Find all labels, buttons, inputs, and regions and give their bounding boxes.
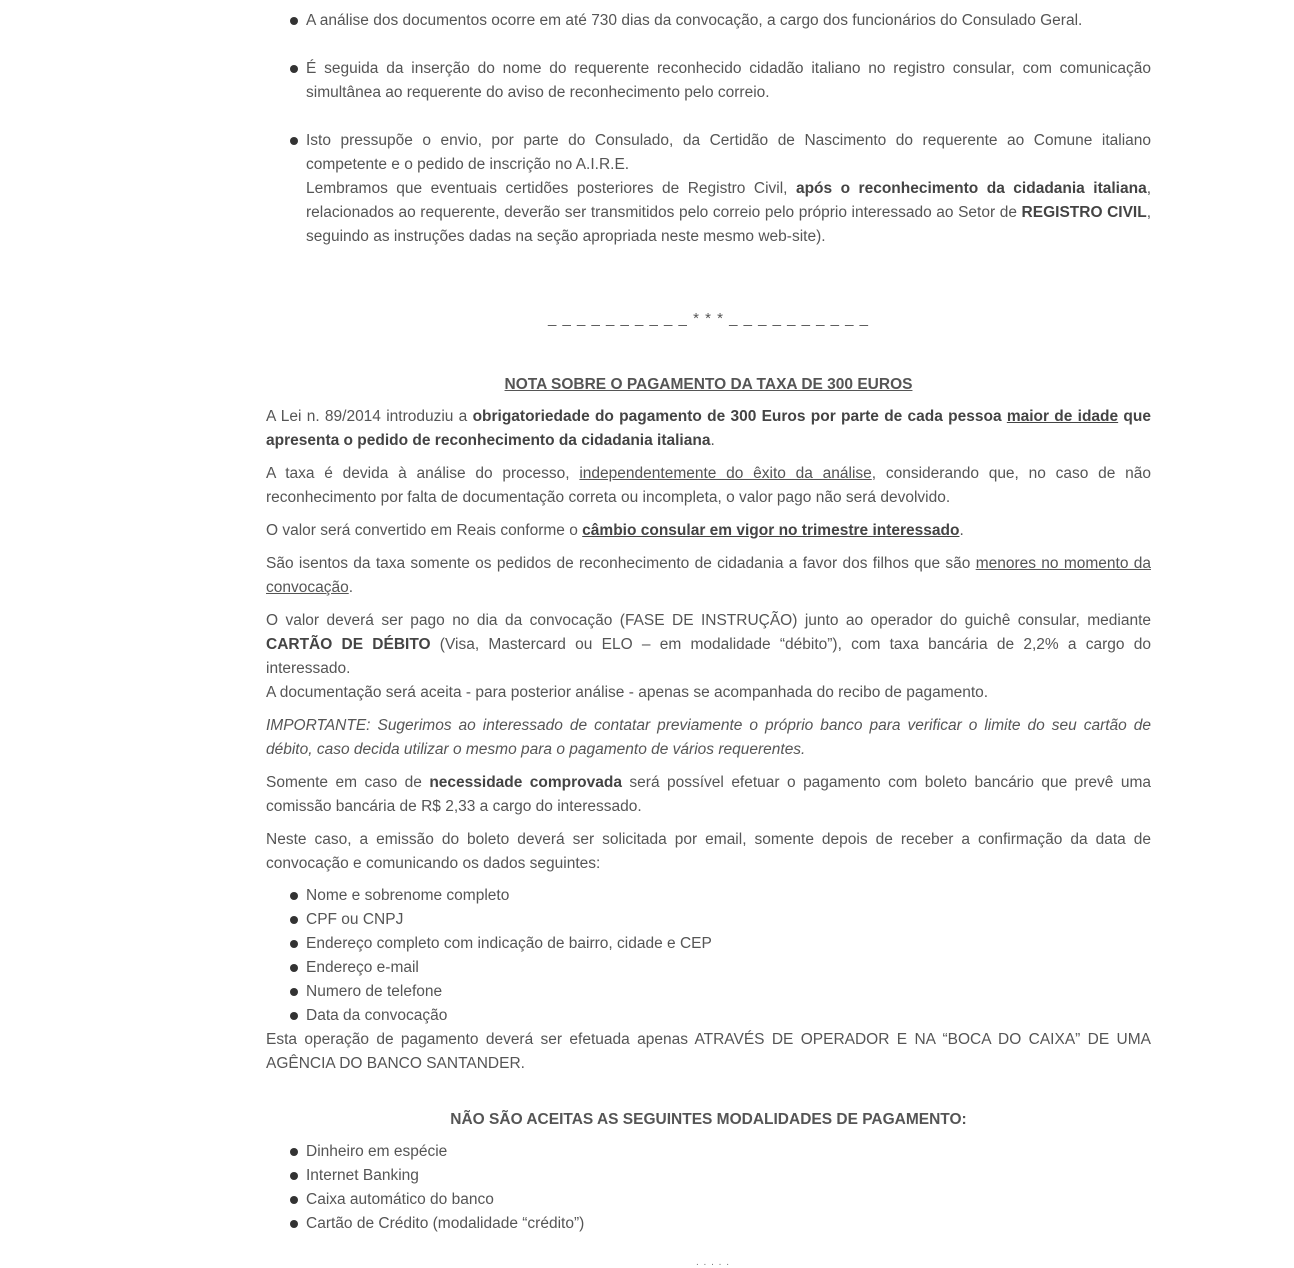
emphasis-text: necessidade comprovada	[429, 774, 622, 791]
list-item-text: A análise dos documentos ocorre em até 730 dias da convocação, a cargo dos funcionários do Consulado Geral.	[306, 12, 1083, 29]
list-item: Endereço completo com indicação de bairro, cidade e CEP	[306, 932, 1151, 956]
paragraph-payment-method	[266, 609, 1151, 705]
section-separator: _ _ _ _ _ _ _ _ _ _ * * * _ _ _ _ _ _ _ _ _ _	[547, 310, 870, 327]
list-item: Dinheiro em espécie	[306, 1140, 1151, 1164]
list-item-text: Isto pressupõe o envio, por parte do Consulado, da Certidão de Nascimento do requerente ao Comune italiano competente e o pedido de inscrição no A.I.R.E.	[306, 132, 1151, 173]
paragraph-text: Somente em caso de	[266, 774, 430, 791]
list-item-text: Lembramos que eventuais certidões posteriores de Registro Civil,	[306, 180, 796, 197]
paragraph-text: , considerando que, no caso de não reconhecimento por falta de documentação correta ou incompleta, o valor pago não será devolvido.	[266, 465, 1151, 506]
underline-text: maior de idade	[1006, 408, 1119, 425]
list-item: CPF ou CNPJ	[306, 908, 1151, 932]
list-item: Internet Banking	[306, 1164, 1151, 1188]
paragraph-text: .	[348, 579, 354, 596]
emphasis-underline-text	[582, 522, 959, 539]
paragraph-text: (Visa, Mastercard ou ELO – em modalidade “débito”), com taxa bancária de 2,2% a cargo do interessado.	[266, 636, 1151, 677]
not-accepted-list	[266, 1140, 1151, 1236]
list-item: Numero de telefone	[306, 980, 1151, 1004]
underline-text: independentemente do êxito da análise	[579, 465, 872, 482]
emphasis-text: que apresenta o pedido de reconhecimento da cidadania italiana	[266, 408, 1151, 449]
paragraph-fee-due	[266, 462, 1151, 510]
list-item	[306, 9, 1151, 33]
italic-text: IMPORTANTE: Sugerimos ao interessado de contatar previamente o próprio banco para verificar o limite do seu cartão de débito, caso decida utilizar o mesmo para o pagamento de vários requerentes.	[266, 717, 1151, 758]
process-steps-list	[266, 9, 1151, 249]
paragraph-boleto	[266, 771, 1151, 819]
emphasis-text: obrigatoriedade do pagamento de 300 Euros por parte de cada pessoa	[472, 408, 1007, 425]
list-item: Caixa automático do banco	[306, 1188, 1151, 1212]
article-content	[266, 9, 1151, 1236]
list-item: Endereço e-mail	[306, 956, 1151, 980]
emphasis-text: após o reconhecimento da cidadania italiana	[795, 180, 1147, 197]
paragraph-conversion	[266, 519, 1151, 543]
paragraph-text: A documentação será aceita - para posterior análise - apenas se acompanhada do recibo de pagamento.	[266, 684, 989, 701]
emphasis-underline-text	[1007, 408, 1118, 425]
list-item-text: É seguida da inserção do nome do requerente reconhecido cidadão italiano no registro consular, com comunicação simultânea ao requerente do aviso de reconhecimento pelo correio.	[306, 60, 1151, 101]
paragraph-important	[266, 714, 1151, 762]
paragraph-exemption	[266, 552, 1151, 600]
list-item-text: , relacionados ao requerente, deverão ser transmitidos pelo correio pelo próprio interessado ao Setor de	[306, 180, 1151, 221]
emphasis-text: CARTÃO DE DÉBITO	[266, 636, 431, 653]
paragraph-boleto-request: Neste caso, a emissão do boleto deverá ser solicitada por email, somente depois de receber a confirmação da data de convocação e comunicando os dados seguintes:	[266, 831, 1151, 872]
bottom-separator: . . . . .	[696, 1257, 731, 1268]
underline-text: câmbio consular em vigor no trimestre interessado	[582, 522, 960, 539]
paragraph-text: A Lei n. 89/2014 introduziu a	[266, 408, 473, 425]
paragraph-text: São isentos da taxa somente os pedidos de reconhecimento de cidadania a favor dos filhos que são	[266, 555, 976, 572]
paragraph-text: .	[959, 522, 964, 539]
list-item-text: , seguindo as instruções dadas na seção apropriada neste mesmo web-site).	[306, 204, 1152, 245]
paragraph-text: O valor será convertido em Reais conforme o	[266, 522, 583, 539]
paragraph-text: O valor deverá ser pago no dia da convocação (FASE DE INSTRUÇÃO) junto ao operador do guichê consular, mediante	[266, 612, 1151, 629]
paragraph-text: será possível efetuar o pagamento com boleto bancário que prevê uma comissão bancária de R$ 2,33 a cargo do interessado.	[266, 774, 1152, 815]
paragraph-text: A taxa é devida à análise do processo,	[266, 465, 580, 482]
list-item: Nome e sobrenome completo	[306, 884, 1151, 908]
emphasis-text: REGISTRO CIVIL	[1021, 204, 1147, 221]
payment-note-heading: NOTA SOBRE O PAGAMENTO DA TAXA DE 300 EUROS	[504, 376, 913, 393]
paragraph-law	[266, 405, 1151, 453]
paragraph-santander: Esta operação de pagamento deverá ser efetuada apenas ATRAVÉS DE OPERADOR E NA “BOCA DO CAIXA” DE UMA AGÊNCIA DO BANCO SANTANDER.	[266, 1031, 1151, 1072]
required-data-list	[266, 884, 1151, 1028]
list-item: Cartão de Crédito (modalidade “crédito”)	[306, 1212, 1151, 1236]
paragraph-text: .	[710, 432, 715, 449]
list-item	[306, 129, 1151, 249]
not-accepted-heading: NÃO SÃO ACEITAS AS SEGUINTES MODALIDADES DE PAGAMENTO:	[450, 1111, 967, 1128]
underline-text: menores no momento da convocação	[266, 555, 1151, 596]
list-item: Data da convocação	[306, 1004, 1151, 1028]
list-item	[306, 57, 1151, 105]
